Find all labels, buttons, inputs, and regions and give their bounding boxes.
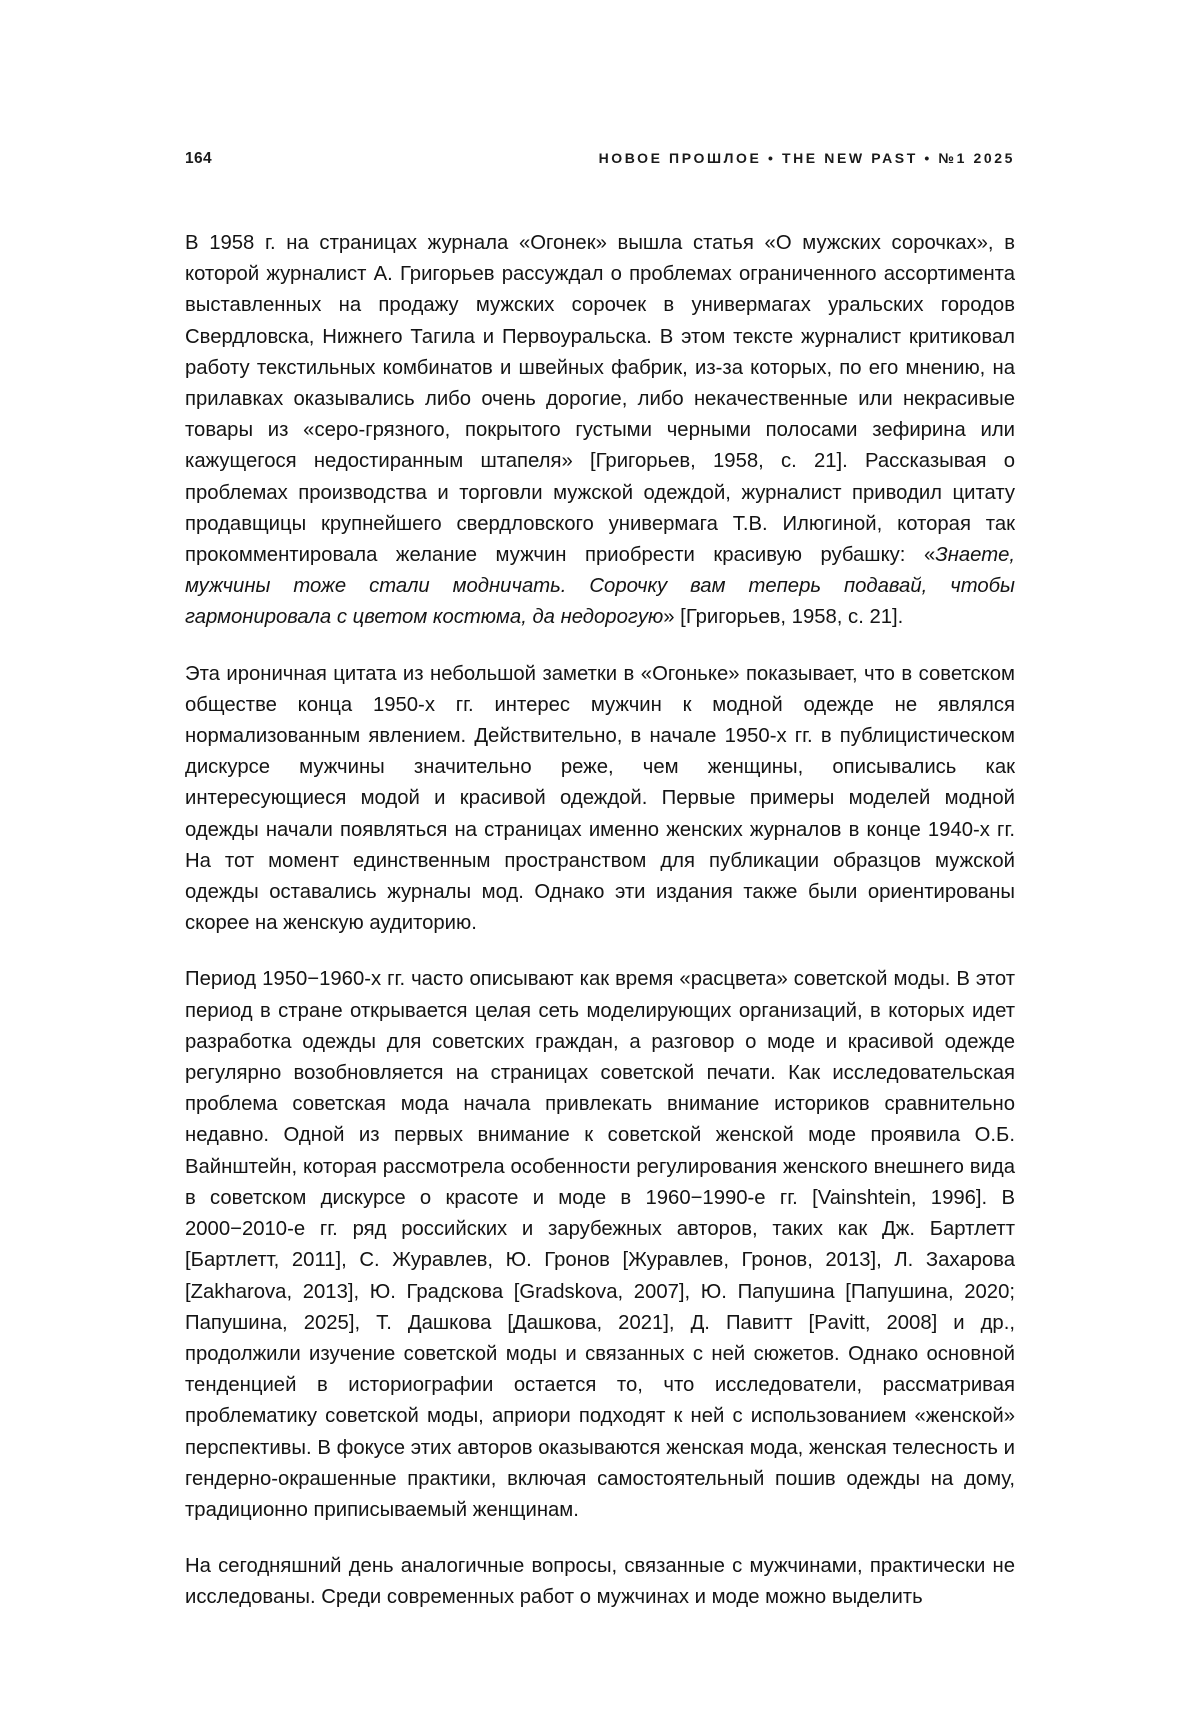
text-run: Период 1950−1960-х гг. часто описывают как время «расцвета» советской моды. В этот период в стране открывается целая сеть моделирующих организаций, в которых идет разработка одежды для советских граждан, а разговор о моде и красивой одежде регулярно возобновляется на страницах советской печати. Как исследовательская проблема советская мода начала привлекать внимание историков сравнительно недавно. Одной из первых внимание к советской женской моде проявила О.Б. Вайнштейн, которая рассмотрела особенности регулирования женского внешнего вида в советском дискурсе о красоте и моде в 1960−1990-е гг. [Vainshtein, 1996]. В 2000−2010-е гг. ряд российских и зарубежных авторов, таких как Дж. Бартлетт [Бартлетт, 2011], С. Журавлев, Ю. Гронов [Журавлев, Гронов, 2013], Л. Захарова [Zakharova, 2013], Ю. Градскова [Gradskova, 2007], Ю. Папушина [Папушина, 2020; Папушина, 2025], Т. Дашкова [Дашкова, 2021], Д. Павитт [Pavitt, 2008] и др., продолжили изучение советской моды и связанных с ней сюжетов. Однако основной тенденцией в историографии остается то, что исследователи, рассматривая проблематику советской моды, априори подходят к ней с использованием «женской» перспективы. В фокусе этих авторов оказываются женская мода, женская телесность и гендерно-окрашенные практики, включая самостоятельный пошив одежды на дому, традиционно приписываемый женщинам. [185,968,1015,1521]
body-text [185,228,1015,1614]
journal-title-line: НОВОЕ ПРОШЛОЕ • THE NEW PAST • №1 2025 [598,150,1015,166]
paragraph [185,1551,1015,1613]
paragraph [185,659,1015,940]
text-run: Эта ироничная цитата из небольшой заметки в «Огоньке» показывает, что в советском обществе конца 1950-х гг. интерес мужчин к модной одежде не являлся нормализованным явлением. Действительно, в начале 1950-х гг. в публицистическом дискурсе мужчины значительно реже, чем женщины, описывались как интересующиеся модой и красивой одеждой. Первые примеры моделей модной одежды начали появляться на страницах именно женских журналов в конце 1940-х гг. На тот момент единственным пространством для публикации образцов мужской одежды оставались журналы мод. Однако эти издания также были ориентированы скорее на женскую аудиторию. [185,662,1015,935]
text-run: В 1958 г. на страницах журнала «Огонек» вышла статья «О мужских сорочках», в которой журналист А. Григорьев рассуждал о проблемах ограниченного ассортимента выставленных на продажу мужских сорочек в универмагах уральских городов Свердловска, Нижнего Тагила и Первоуральска. В этом тексте журналист критиковал работу текстильных комбинатов и швейных фабрик, из-за которых, по его мнению, на прилавках оказывались либо очень дорогие, либо некачественные или некрасивые товары из «серо-грязного, покрытого густыми черными полосами зефирина или кажущегося недостиранным штапеля» [Григорьев, 1958, с. 21]. Рассказывая о проблемах производства и торговли мужской одеждой, журналист приводил цитату продавщицы крупнейшего свердловского универмага Т.В. Илюгиной, которая так прокомментировала желание мужчин приобрести красивую рубашку: « [185,232,1015,567]
text-run: На сегодняшний день аналогичные вопросы, связанные с мужчинами, практически не исследованы. Среди современных работ о мужчинах и моде можно выделить [185,1555,1015,1609]
quoted-italic-text: Знаете, мужчины тоже стали модничать. Сорочку вам теперь подавай, чтобы гармонировала с цветом костюма, да недорогую [185,544,1015,629]
text-run: » [Григорьев, 1958, с. 21]. [663,606,904,629]
running-head [185,150,1015,170]
paragraph [185,964,1015,1526]
page-number: 164 [185,150,213,167]
paragraph [185,228,1015,634]
